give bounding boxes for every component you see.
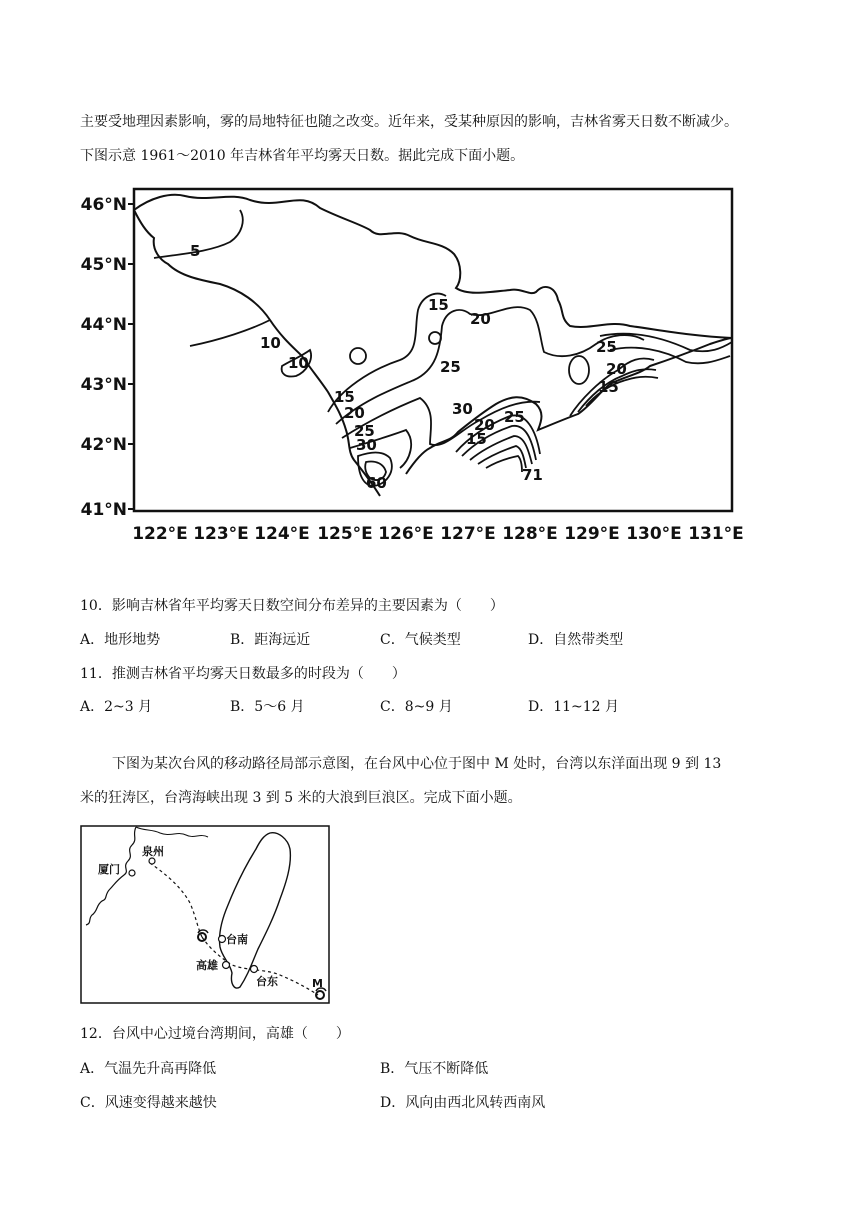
taitung-marker	[251, 966, 258, 973]
lat-label-41: 41°N	[80, 500, 127, 520]
lon-label-130: 130°E	[626, 524, 682, 544]
xiamen-marker	[129, 870, 135, 876]
fog-days-map	[70, 180, 750, 550]
lon-label-131: 131°E	[688, 524, 744, 544]
question-11-option-d[interactable]: D．11~12 月	[528, 699, 620, 715]
label-m: M	[312, 977, 323, 990]
label-taitung: 台东	[256, 975, 278, 988]
lon-label-124: 124°E	[254, 524, 310, 544]
lon-label-125: 125°E	[317, 524, 373, 544]
typhoon-map-frame	[81, 826, 329, 1003]
label-tainan: 台南	[226, 933, 248, 946]
contour-label-20c: 20	[474, 416, 495, 434]
question-12-option-d[interactable]: D．风向由西北风转西南风	[380, 1095, 546, 1111]
lat-label-43: 43°N	[80, 375, 127, 395]
label-quanzhou: 泉州	[142, 845, 164, 858]
contour-label-20a: 20	[344, 404, 365, 422]
lon-label-126: 126°E	[378, 524, 434, 544]
lat-label-46: 46°N	[80, 195, 127, 215]
intro-line-1: 主要受地理因素影响，雾的局地特征也随之改变。近年来，受某种原因的影响，吉林省雾天日数不断减少。	[80, 114, 738, 130]
question-11-option-a[interactable]: A．2~3 月	[80, 699, 153, 715]
lat-label-44: 44°N	[80, 315, 127, 335]
contour-label-15d: 15	[598, 378, 619, 396]
label-xiamen: 厦门	[98, 863, 120, 876]
question-10-stem: 10．影响吉林省年平均雾天日数空间分布差异的主要因素为（ ）	[80, 598, 504, 614]
label-kaohsiung: 高雄	[196, 959, 218, 972]
question-10-option-a[interactable]: A．地形地势	[80, 632, 161, 648]
tainan-marker	[219, 936, 226, 943]
typhoon-intro-line-1: 下图为某次台风的移动路径局部示意图，在台风中心位于图中 M 处时，台湾以东洋面出现 9 到 13	[112, 756, 722, 772]
contour-label-30b: 30	[452, 400, 473, 418]
question-12-option-b[interactable]: B．气压不断降低	[380, 1061, 489, 1077]
contour-label-60: 60	[366, 474, 387, 492]
lat-label-42: 42°N	[80, 435, 127, 455]
contour-label-25a: 25	[354, 422, 375, 440]
lon-label-122: 122°E	[132, 524, 188, 544]
lon-label-128: 128°E	[502, 524, 558, 544]
contour-label-25b: 25	[440, 358, 461, 376]
lon-label-123: 123°E	[193, 524, 249, 544]
contour-label-10a: 10	[260, 334, 281, 352]
question-11-option-c[interactable]: C．8~9 月	[380, 699, 453, 715]
typhoon-path-map	[80, 825, 330, 1005]
question-10-option-c[interactable]: C．气候类型	[380, 632, 461, 648]
intro-line-2: 下图示意 1961～2010 年吉林省年平均雾天日数。据此完成下面小题。	[80, 148, 525, 164]
contour-label-5: 5	[190, 242, 201, 260]
quanzhou-marker	[149, 858, 155, 864]
lon-label-129: 129°E	[564, 524, 620, 544]
question-12-option-c[interactable]: C．风速变得越来越快	[80, 1095, 217, 1111]
contour-label-15c: 15	[466, 430, 487, 448]
contour-label-30a: 30	[356, 436, 377, 454]
map-frame	[134, 189, 732, 511]
contour-label-20b: 20	[470, 310, 491, 328]
question-11-stem: 11．推测吉林省平均雾天日数最多的时段为（ ）	[80, 666, 406, 682]
contour-label-15a: 15	[334, 388, 355, 406]
contour-label-15b: 15	[428, 296, 449, 314]
contour-label-25d: 25	[596, 338, 617, 356]
lon-label-127: 127°E	[440, 524, 496, 544]
typhoon-intro-line-2: 米的狂涛区，台湾海峡出现 3 到 5 米的大浪到巨浪区。完成下面小题。	[80, 790, 522, 806]
contour-label-25c: 25	[504, 408, 525, 426]
question-12-stem: 12．台风中心过境台湾期间，高雄（ ）	[80, 1026, 350, 1042]
kaohsiung-marker	[223, 962, 230, 969]
question-11-option-b[interactable]: B．5～6 月	[230, 699, 305, 715]
contour-label-10b: 10	[288, 354, 309, 372]
contour-label-71: 71	[522, 466, 543, 484]
contour-label-20d: 20	[606, 360, 627, 378]
question-12-option-a[interactable]: A．气温先升高再降低	[80, 1061, 217, 1077]
question-10-option-d[interactable]: D．自然带类型	[528, 632, 624, 648]
lat-label-45: 45°N	[80, 255, 127, 275]
question-10-option-b[interactable]: B．距海远近	[230, 632, 311, 648]
